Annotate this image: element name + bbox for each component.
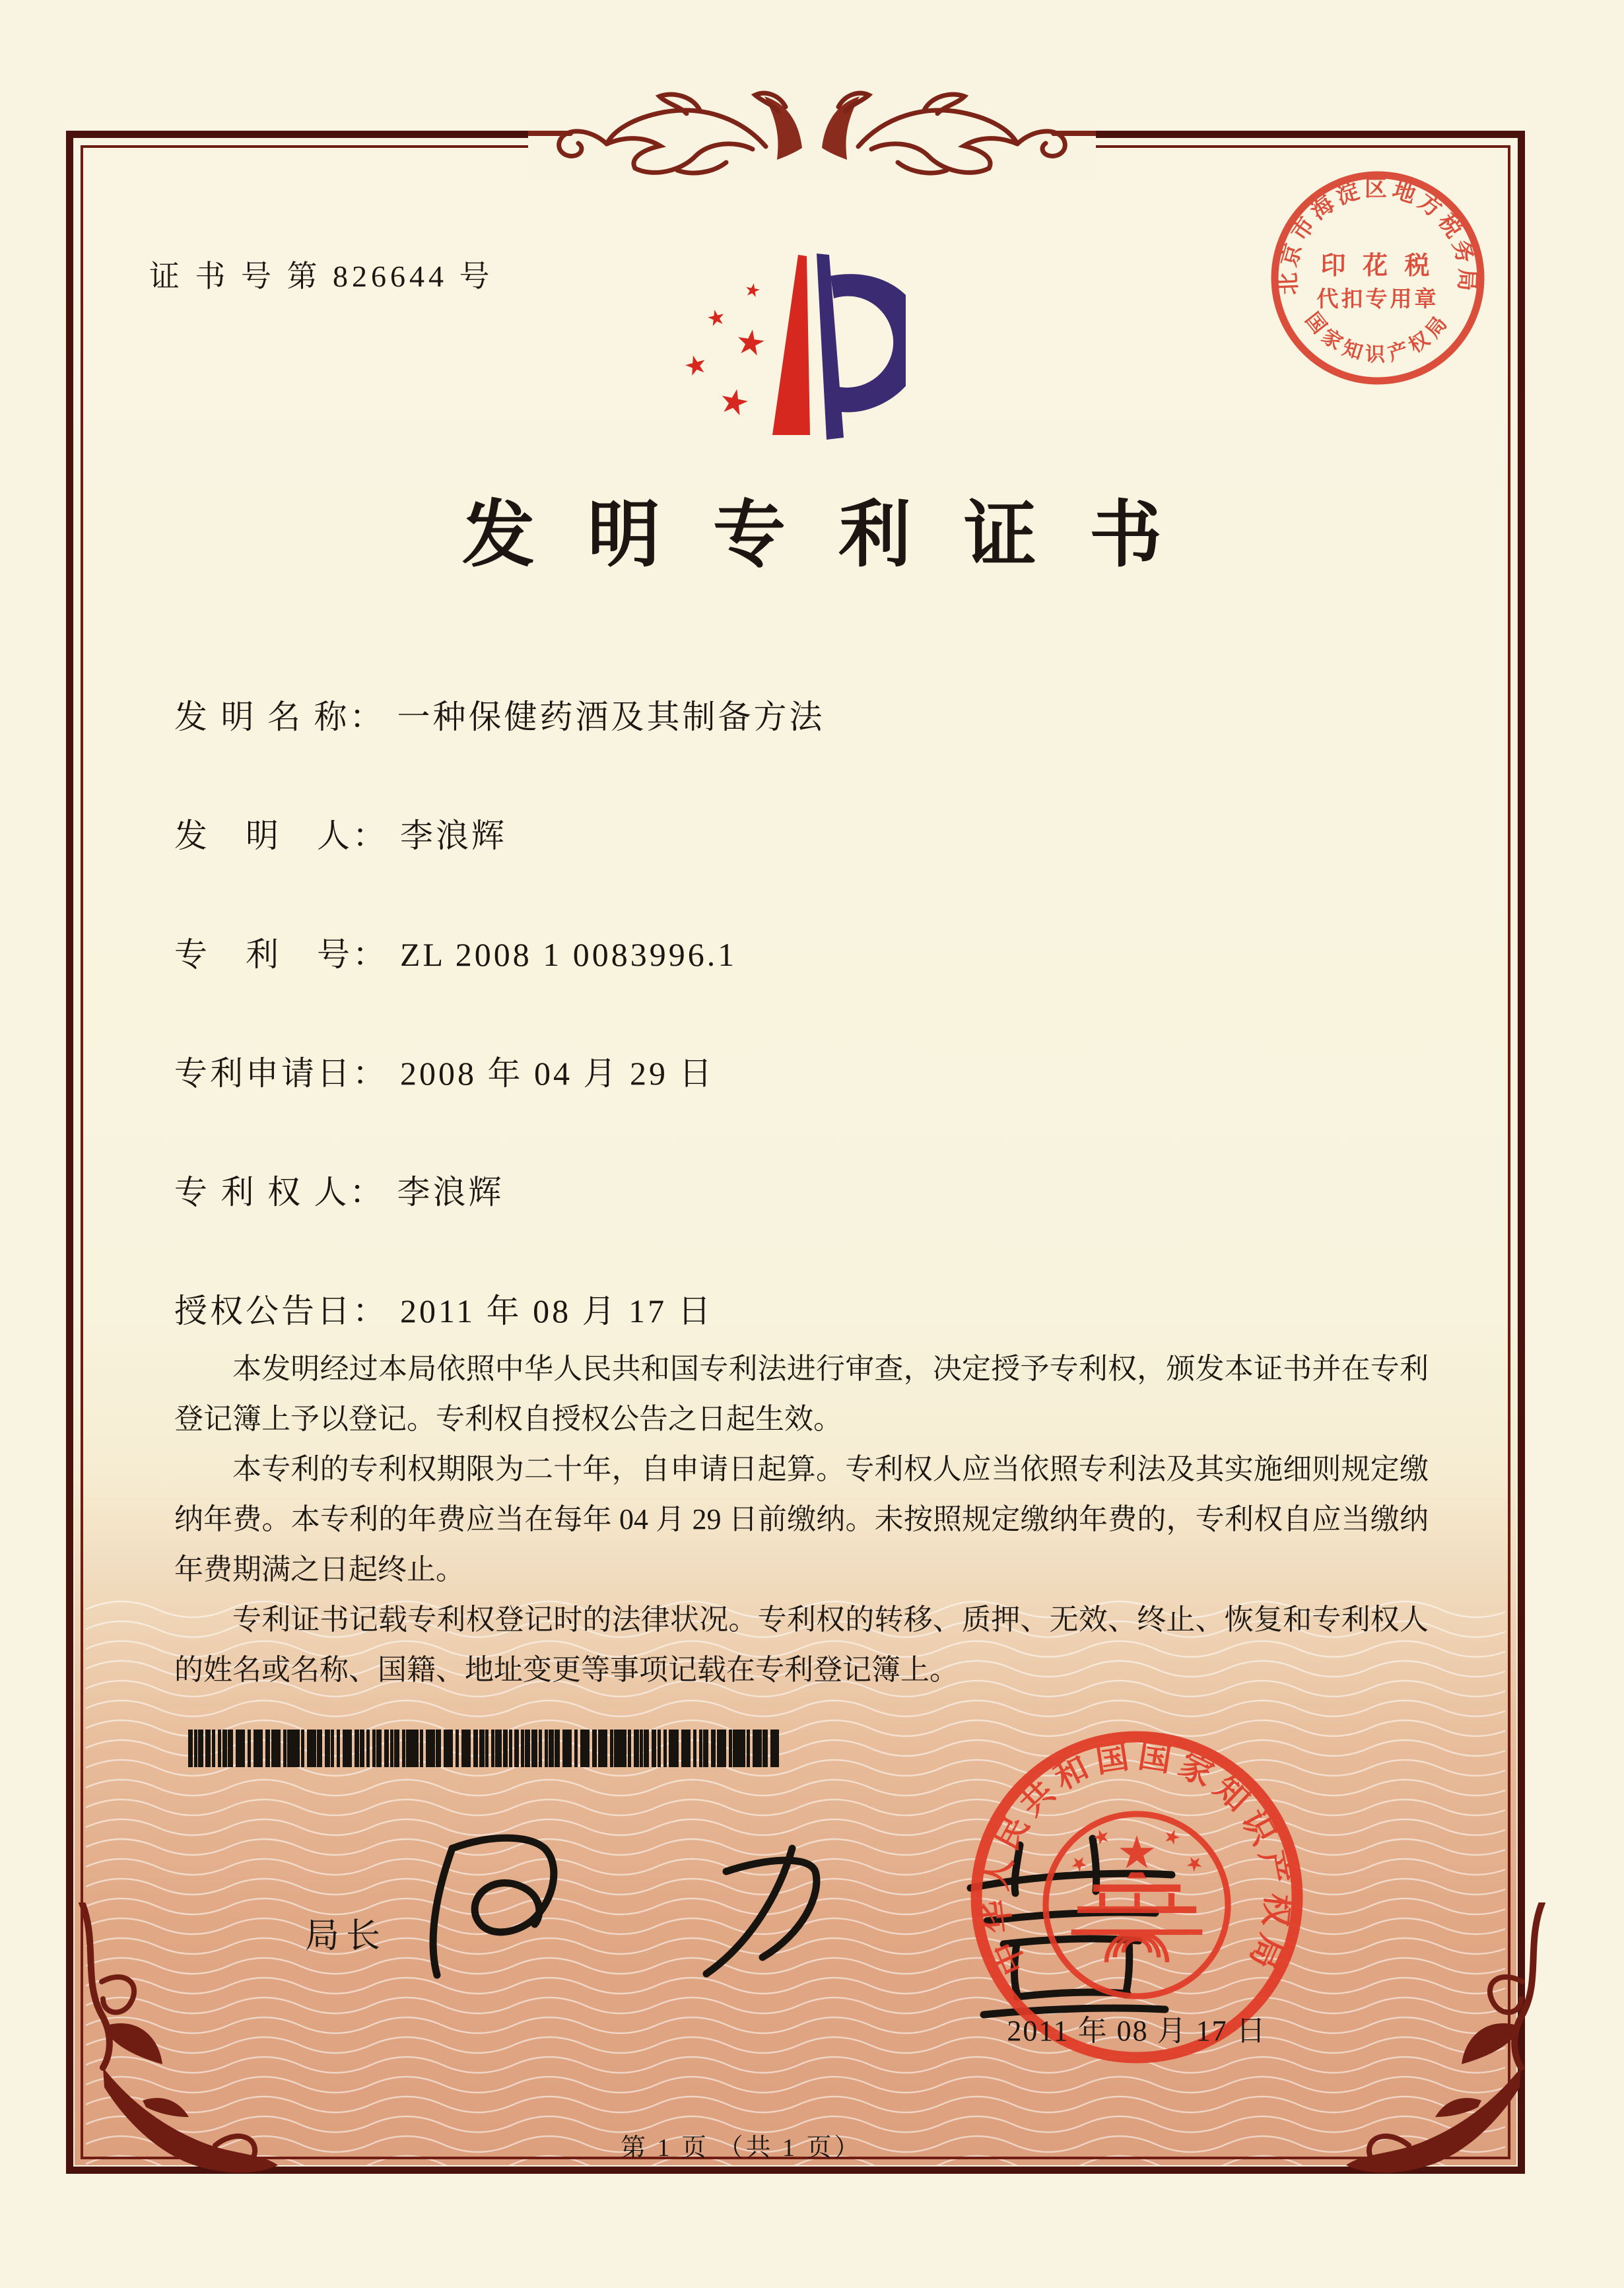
field-label: 专利申请日： (174, 1055, 388, 1092)
field-invention-name (174, 690, 1481, 738)
field-label: 发 明 人： (174, 817, 388, 854)
legal-paragraph-2: 本专利的专利权期限为二十年，自申请日起算。专利权人应当依照专利法及其实施细则规定缴纳年费。本专利的年费应当在每年 04 月 29 日前缴纳。未按照规定缴纳年费的，专利权自应当缴纳年费期满之日起终止。 (174, 1453, 1429, 1586)
tax-stamp-arc-bottom: 国家知识产权局 (1301, 308, 1455, 366)
top-ornament-patch (528, 83, 1096, 182)
field-value: 2011 年 08 月 17 日 (400, 1293, 714, 1329)
field-filing-date (174, 1047, 1481, 1094)
dragon-scroll-ornament (528, 83, 1096, 182)
field-patentee (174, 1166, 1481, 1213)
field-value: 李浪辉 (400, 817, 507, 854)
barcode (188, 1730, 779, 1767)
field-inventor (174, 809, 1481, 857)
svg-text:国家知识产权局 (1301, 309, 1455, 366)
field-label: 授权公告日： (174, 1293, 388, 1329)
commissioner-title: 局长 (305, 1918, 388, 1955)
field-value: ZL 2008 1 0083996.1 (400, 936, 737, 973)
tax-stamp-line2: 代扣专用章 (1316, 288, 1439, 312)
page-number: 第 1 页 （共 1 页） (621, 2134, 862, 2162)
cnipa-logo (668, 246, 906, 444)
national-emblem (1046, 1814, 1228, 1996)
seal-date: 2011 年 08 月 17 日 (1007, 2015, 1267, 2047)
legal-paragraph-3: 专利证书记载专利权登记时的法律状况。专利权的转移、质押、无效、终止、恢复和专利权人的姓名或名称、国籍、地址变更等事项记载在专利登记簿上。 (174, 1603, 1429, 1686)
logo-purple-p (817, 253, 906, 440)
corner-flourish-bottom-right (1343, 1902, 1561, 2186)
legal-text (174, 1344, 1429, 1695)
corner-flourish-bottom-left (63, 1902, 281, 2186)
field-label: 发 明 名 称： (174, 698, 386, 735)
tax-stamp-line1: 印 花 税 (1320, 252, 1435, 280)
seal-ring-text: 中华人民共和国国家知识产权局 (976, 1737, 1297, 1980)
tax-stamp (1265, 165, 1491, 391)
certificate-title: 发明专利证书 (462, 495, 1215, 576)
field-value: 一种保健药酒及其制备方法 (397, 698, 825, 735)
legal-paragraph-1: 本发明经过本局依照中华人民共和国专利法进行审查，决定授予专利权，颁发本证书并在专利登记簿上予以登记。专利权自授权公告之日起生效。 (174, 1353, 1429, 1435)
logo-stars (683, 282, 766, 416)
field-grant-date (174, 1285, 1481, 1332)
field-patent-number (174, 928, 1481, 976)
field-value: 2008 年 04 月 29 日 (400, 1055, 715, 1092)
certificate-number: 证 书 号 第 826644 号 (149, 259, 494, 293)
field-value: 李浪辉 (397, 1174, 504, 1211)
field-label: 专 利 权 人： (174, 1174, 386, 1211)
logo-red-wedge (772, 255, 810, 435)
field-label: 专 利 号： (174, 936, 388, 973)
tax-stamp-arc-top: 北京市海淀区地方税务局 (1276, 176, 1479, 296)
